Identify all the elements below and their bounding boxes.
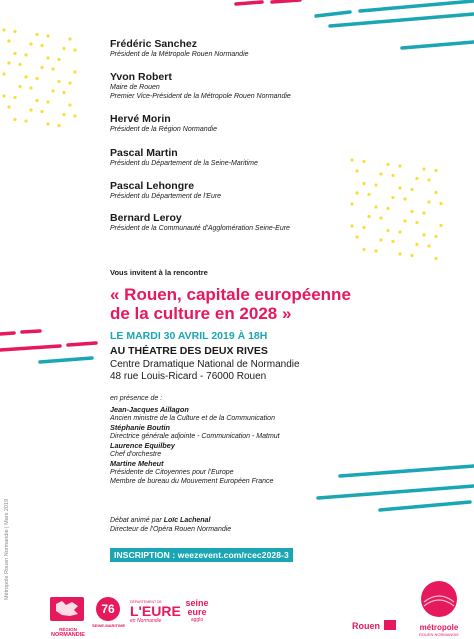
yellow-dot bbox=[13, 96, 16, 99]
inscription-link[interactable]: INSCRIPTION : weezevent.com/rcec2028-3 bbox=[110, 548, 293, 562]
region-normandie-logo bbox=[48, 596, 88, 638]
yellow-dot bbox=[40, 110, 43, 113]
side-credit: Métropole Rouen Normandie | Mars 2019 bbox=[4, 498, 10, 600]
rouen-logo bbox=[352, 616, 398, 630]
yellow-dot bbox=[374, 205, 377, 208]
yellow-dot bbox=[7, 61, 10, 64]
eure-top: DÉPARTEMENT DE bbox=[130, 600, 162, 604]
yellow-dot bbox=[46, 100, 49, 103]
yellow-dot bbox=[7, 39, 10, 42]
signatory-name: Bernard Leroy bbox=[110, 212, 182, 224]
yellow-dot bbox=[40, 44, 43, 47]
yellow-dot bbox=[355, 169, 358, 172]
yellow-dot bbox=[68, 103, 71, 106]
debate-host-role: Directeur de l'Opéra Rouen Normandie bbox=[110, 526, 232, 533]
seine-eure-logo bbox=[180, 599, 214, 633]
signatory-role: Président du Département de l'Eure bbox=[110, 193, 222, 200]
yellow-dot bbox=[62, 91, 65, 94]
yellow-dot bbox=[40, 66, 43, 69]
event-date: LE MARDI 30 AVRIL 2019 À 18H bbox=[110, 330, 268, 342]
yellow-dot bbox=[35, 33, 38, 36]
signatory-role: Président de la Communauté d'Agglomération Seine-Eure bbox=[110, 225, 290, 232]
yellow-dot bbox=[18, 63, 21, 66]
venue-address-line2: 48 rue Louis-Ricard - 76000 Rouen bbox=[110, 371, 267, 382]
yellow-dot bbox=[73, 114, 76, 117]
signatory-role: Président de la Métropole Rouen Normandie bbox=[110, 51, 249, 58]
seine-maritime-logo bbox=[92, 597, 124, 633]
yellow-dot bbox=[24, 53, 27, 56]
venue-address-line1: Centre Dramatique National de Normandie bbox=[110, 359, 300, 370]
eure-logo bbox=[130, 600, 181, 634]
yellow-dot bbox=[51, 89, 54, 92]
signatory-role: Président du Département de la Seine-Maritime bbox=[110, 160, 258, 167]
seine-eure-1: seine bbox=[185, 598, 209, 608]
yellow-dot bbox=[13, 118, 16, 121]
guest-name: Stéphanie Boutin bbox=[110, 423, 170, 432]
yellow-dot bbox=[35, 99, 38, 102]
signatory bbox=[110, 113, 460, 134]
guest-role: Chef d'orchestre bbox=[110, 451, 162, 458]
lions-icon bbox=[48, 596, 88, 622]
seine-eure-2: eure bbox=[187, 607, 207, 617]
yellow-dot bbox=[362, 248, 365, 251]
metropole-circle-icon bbox=[420, 580, 458, 618]
signatory bbox=[110, 180, 460, 201]
yellow-dot bbox=[355, 235, 358, 238]
yellow-dot bbox=[18, 85, 21, 88]
guest-role: Membre de bureau du Mouvement Européen France bbox=[110, 478, 274, 485]
region-sub: RÉGION bbox=[59, 627, 77, 632]
signatory-role: Président de la Région Normandie bbox=[110, 126, 218, 133]
debate-host: Loïc Lachenal bbox=[163, 517, 211, 524]
signatory-name: Frédéric Sanchez bbox=[110, 38, 197, 50]
yellow-dot bbox=[68, 37, 71, 40]
seine-eure-3: agglo bbox=[190, 617, 204, 623]
guest-name: Laurence Equilbey bbox=[110, 441, 175, 450]
signatory-role: Maire de Rouen bbox=[110, 84, 160, 91]
yellow-dot bbox=[427, 244, 430, 247]
yellow-dot bbox=[410, 254, 413, 257]
signatory-name: Pascal Martin bbox=[110, 147, 178, 159]
signatory bbox=[110, 147, 460, 168]
yellow-dot bbox=[391, 240, 394, 243]
yellow-dot bbox=[35, 77, 38, 80]
yellow-dot bbox=[46, 34, 49, 37]
yellow-dot bbox=[2, 28, 5, 31]
yellow-dot bbox=[46, 56, 49, 59]
dept-76-badge: 76 bbox=[96, 597, 120, 621]
yellow-dot bbox=[57, 80, 60, 83]
yellow-dot bbox=[434, 235, 437, 238]
region-name: NORMANDIE bbox=[51, 632, 85, 638]
signatory-name: Hervé Morin bbox=[110, 113, 171, 125]
yellow-dot bbox=[7, 105, 10, 108]
yellow-dot bbox=[51, 67, 54, 70]
event-title bbox=[110, 285, 460, 323]
yellow-dot bbox=[391, 174, 394, 177]
yellow-dot bbox=[2, 94, 5, 97]
signatory bbox=[110, 71, 460, 101]
venue-address bbox=[110, 359, 460, 383]
signatory-name: Yvon Robert bbox=[110, 71, 172, 83]
yellow-dot bbox=[439, 202, 442, 205]
signatory bbox=[110, 212, 460, 233]
dept-76-label: SEINE-MARITIME bbox=[92, 623, 126, 628]
yellow-dot bbox=[29, 86, 32, 89]
event-title-line2: de la culture en 2028 » bbox=[110, 304, 292, 323]
yellow-dot bbox=[374, 249, 377, 252]
guest-role: Présidente de Citoyennes pour l'Europe bbox=[110, 469, 234, 476]
yellow-dot bbox=[434, 169, 437, 172]
invite-text: Vous invitent à la rencontre bbox=[110, 268, 208, 277]
event-title-line1: « Rouen, capitale européenne bbox=[110, 285, 351, 304]
presence-intro: en présence de : bbox=[110, 395, 163, 402]
rouen-emblem-icon bbox=[384, 620, 396, 630]
yellow-dot bbox=[68, 81, 71, 84]
debate-prefix: Débat animé par bbox=[110, 517, 162, 524]
yellow-dot bbox=[434, 257, 437, 260]
metropole-logo bbox=[406, 580, 472, 636]
yellow-dot bbox=[24, 75, 27, 78]
guest-name: Jean-Jacques Aillagon bbox=[110, 405, 189, 414]
signatory bbox=[110, 38, 460, 59]
metropole-sub: ROUEN NORMANDIE bbox=[418, 632, 459, 637]
signatory-role: Premier Vice-Président de la Métropole Rouen Normandie bbox=[110, 93, 291, 100]
yellow-dot bbox=[73, 48, 76, 51]
yellow-dot bbox=[57, 58, 60, 61]
yellow-dot bbox=[73, 70, 76, 73]
yellow-dot bbox=[379, 238, 382, 241]
yellow-dot bbox=[24, 119, 27, 122]
yellow-dot bbox=[415, 243, 418, 246]
yellow-dot bbox=[29, 108, 32, 111]
rouen-name: Rouen bbox=[352, 621, 380, 631]
guest-list bbox=[110, 405, 460, 486]
yellow-dot bbox=[398, 252, 401, 255]
yellow-dot bbox=[350, 202, 353, 205]
guest-role: Ancien ministre de la Culture et de la Communication bbox=[110, 415, 275, 422]
yellow-dot bbox=[2, 72, 5, 75]
yellow-dot bbox=[379, 172, 382, 175]
yellow-dot bbox=[386, 207, 389, 210]
debate-info bbox=[110, 516, 460, 534]
yellow-dot bbox=[62, 113, 65, 116]
guest-name: Martine Meheut bbox=[110, 459, 164, 468]
signatory-name: Pascal Lehongre bbox=[110, 180, 195, 192]
yellow-dot bbox=[422, 233, 425, 236]
venue-name: AU THÉATRE DES DEUX RIVES bbox=[110, 345, 268, 357]
yellow-dot bbox=[62, 47, 65, 50]
guest-role: Directrice générale adjointe - Communication - Matmut bbox=[110, 433, 280, 440]
yellow-dot bbox=[29, 42, 32, 45]
yellow-dot bbox=[13, 30, 16, 33]
eure-name: L'EURE bbox=[130, 603, 181, 619]
yellow-dot bbox=[57, 124, 60, 127]
eure-sub: en Normandie bbox=[130, 618, 162, 624]
yellow-dot bbox=[13, 52, 16, 55]
metropole-name: métropole bbox=[419, 623, 459, 632]
yellow-dot bbox=[46, 122, 49, 125]
